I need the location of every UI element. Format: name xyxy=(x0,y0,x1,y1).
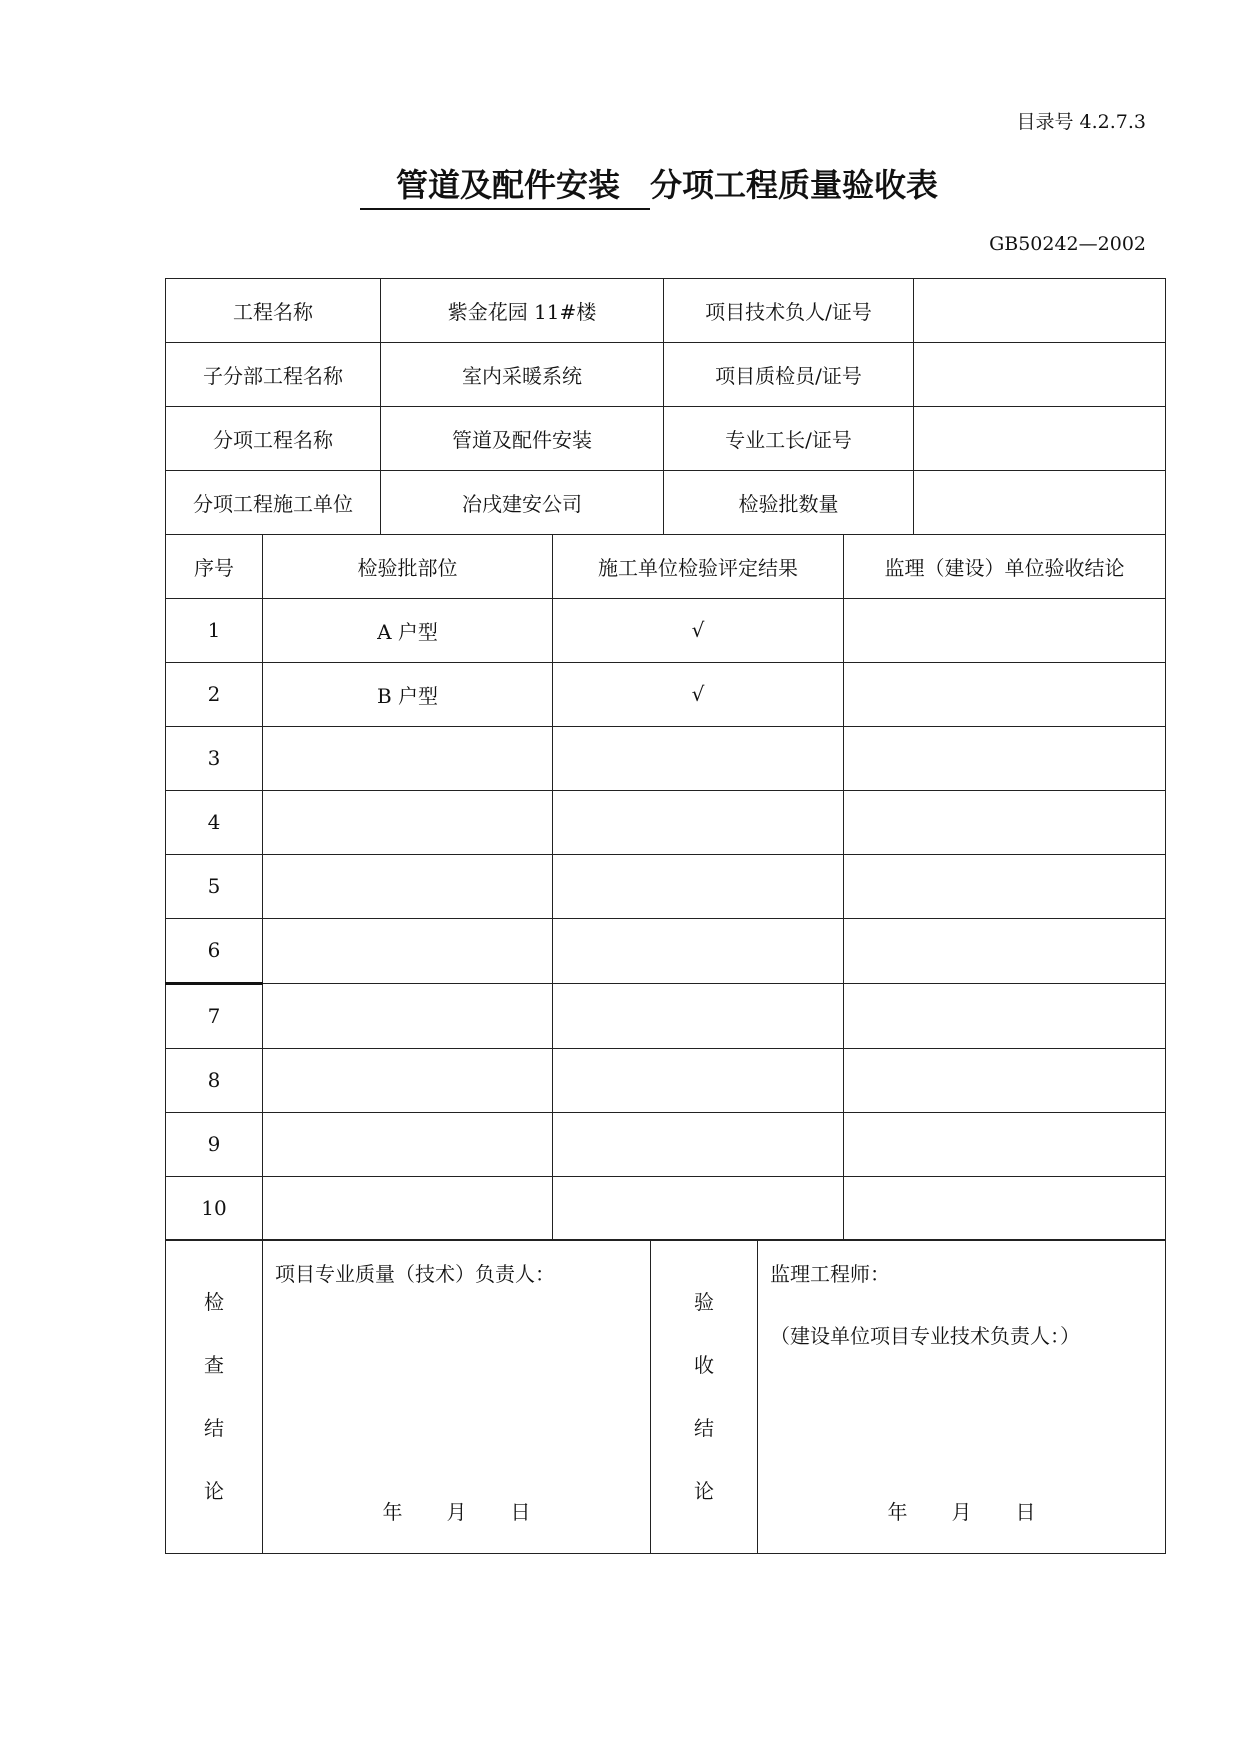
standard-code: GB50242—2002 xyxy=(989,233,1146,255)
check-date xyxy=(263,1496,650,1525)
header-conclusion: 监理（建设）单位验收结论 xyxy=(844,534,1166,598)
row-result[interactable] xyxy=(553,790,844,854)
row-part[interactable] xyxy=(263,790,553,854)
row-result[interactable] xyxy=(553,918,844,983)
row-conclusion[interactable] xyxy=(844,983,1166,1048)
foreman-value[interactable] xyxy=(914,407,1166,471)
table-row xyxy=(166,662,1166,726)
check-char: 查 xyxy=(204,1352,224,1377)
row-conclusion[interactable] xyxy=(844,726,1166,790)
row-result[interactable]: √ xyxy=(553,662,844,726)
batch-table xyxy=(165,534,1166,1241)
title-form-name: 分项工程质量验收表 xyxy=(650,166,939,204)
check-char: 结 xyxy=(204,1415,224,1440)
table-row xyxy=(166,854,1166,918)
row-result[interactable] xyxy=(553,1112,844,1176)
title-item-name: 管道及配件安装 xyxy=(360,160,650,210)
contractor-label: 分项工程施工单位 xyxy=(166,471,381,535)
item-name-value[interactable]: 管道及配件安装 xyxy=(381,407,664,471)
table-row xyxy=(166,726,1166,790)
row-part[interactable] xyxy=(263,983,553,1048)
check-conclusion-cell[interactable] xyxy=(263,1240,651,1554)
qc-inspector-label: 项目质检员/证号 xyxy=(664,343,914,407)
header-result: 施工单位检验评定结果 xyxy=(553,534,844,598)
qc-inspector-value[interactable] xyxy=(914,343,1166,407)
row-no: 4 xyxy=(166,790,263,854)
row-no: 10 xyxy=(166,1176,263,1240)
info-row xyxy=(166,279,1166,343)
tech-lead-value[interactable] xyxy=(914,279,1166,343)
date-year: 年 xyxy=(382,1500,403,1524)
supervisor-signature-label: 监理工程师： xyxy=(770,1262,890,1286)
row-no: 7 xyxy=(166,983,263,1048)
accept-char: 论 xyxy=(694,1478,714,1503)
row-conclusion[interactable] xyxy=(844,790,1166,854)
row-no: 5 xyxy=(166,854,263,918)
table-row xyxy=(166,1176,1166,1240)
project-info-table xyxy=(165,278,1166,535)
sub-division-label: 子分部工程名称 xyxy=(166,343,381,407)
row-result[interactable] xyxy=(553,1176,844,1240)
table-row xyxy=(166,1112,1166,1176)
check-char: 检 xyxy=(204,1289,224,1314)
row-no: 3 xyxy=(166,726,263,790)
info-row xyxy=(166,343,1166,407)
signature-row xyxy=(166,1240,1166,1554)
date-month: 月 xyxy=(446,1500,467,1524)
date-year: 年 xyxy=(887,1500,908,1524)
catalog-number: 目录号 4.2.7.3 xyxy=(1016,111,1146,133)
row-no: 8 xyxy=(166,1048,263,1112)
row-result[interactable] xyxy=(553,1048,844,1112)
accept-char: 收 xyxy=(694,1352,714,1377)
row-conclusion[interactable] xyxy=(844,1176,1166,1240)
acceptance-form xyxy=(165,278,1165,1554)
batch-count-value[interactable] xyxy=(914,471,1166,535)
row-conclusion[interactable] xyxy=(844,598,1166,662)
row-part[interactable] xyxy=(263,726,553,790)
table-row xyxy=(166,598,1166,662)
header-no: 序号 xyxy=(166,534,263,598)
acceptance-conclusion-label xyxy=(651,1240,758,1554)
row-result[interactable] xyxy=(553,726,844,790)
row-conclusion[interactable] xyxy=(844,918,1166,983)
acceptance-date xyxy=(758,1496,1165,1525)
header-part: 检验批部位 xyxy=(263,534,553,598)
row-result[interactable] xyxy=(553,854,844,918)
row-conclusion[interactable] xyxy=(844,1048,1166,1112)
table-row xyxy=(166,790,1166,854)
row-no: 9 xyxy=(166,1112,263,1176)
table-row xyxy=(166,918,1166,983)
row-conclusion[interactable] xyxy=(844,1112,1166,1176)
accept-char: 验 xyxy=(694,1289,714,1314)
project-name-value[interactable]: 紫金花园 11#楼 xyxy=(381,279,664,343)
row-conclusion[interactable] xyxy=(844,662,1166,726)
row-part[interactable]: B 户型 xyxy=(263,662,553,726)
row-part[interactable] xyxy=(263,1176,553,1240)
table-row xyxy=(166,983,1166,1048)
check-conclusion-label xyxy=(166,1240,263,1554)
table-row xyxy=(166,1048,1166,1112)
acceptance-conclusion-cell[interactable] xyxy=(758,1240,1166,1554)
row-no: 1 xyxy=(166,598,263,662)
date-day: 日 xyxy=(1015,1500,1036,1524)
accept-char: 结 xyxy=(694,1415,714,1440)
row-part[interactable]: A 户型 xyxy=(263,598,553,662)
quality-lead-signature-label: 项目专业质量（技术）负责人： xyxy=(275,1262,555,1286)
row-result[interactable] xyxy=(553,983,844,1048)
info-row xyxy=(166,407,1166,471)
contractor-value[interactable]: 冶戌建安公司 xyxy=(381,471,664,535)
signature-table xyxy=(165,1239,1166,1554)
row-conclusion[interactable] xyxy=(844,854,1166,918)
item-name-label: 分项工程名称 xyxy=(166,407,381,471)
row-part[interactable] xyxy=(263,1048,553,1112)
row-part[interactable] xyxy=(263,1112,553,1176)
owner-rep-signature-label: （建设单位项目专业技术负责人：） xyxy=(770,1324,1080,1348)
sub-division-value[interactable]: 室内采暖系统 xyxy=(381,343,664,407)
tech-lead-label: 项目技术负人/证号 xyxy=(664,279,914,343)
batch-header-row xyxy=(166,534,1166,598)
row-part[interactable] xyxy=(263,918,553,983)
date-day: 日 xyxy=(510,1500,531,1524)
project-name-label: 工程名称 xyxy=(166,279,381,343)
batch-count-label: 检验批数量 xyxy=(664,471,914,535)
row-part[interactable] xyxy=(263,854,553,918)
row-result[interactable]: √ xyxy=(553,598,844,662)
row-no: 6 xyxy=(166,918,263,983)
foreman-label: 专业工长/证号 xyxy=(664,407,914,471)
date-month: 月 xyxy=(951,1500,972,1524)
check-char: 论 xyxy=(204,1478,224,1503)
page-title xyxy=(360,160,938,210)
info-row xyxy=(166,471,1166,535)
row-no: 2 xyxy=(166,662,263,726)
